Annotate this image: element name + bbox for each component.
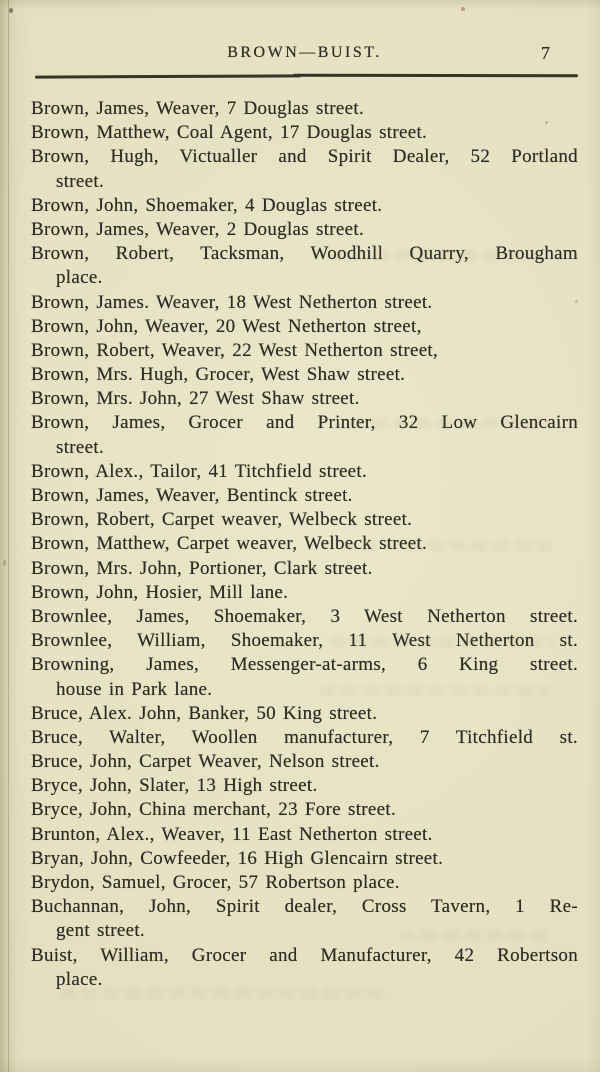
directory-line: Brown, Matthew, Coal Agent, 17 Douglas street. [31,122,428,144]
page-header-title: BROWN—BUIST. [227,44,382,61]
directory-line: Bruce, John, Carpet Weaver, Nelson street. [31,751,380,773]
directory-line: Brown, James, Weaver, 7 Douglas street. [31,98,365,119]
directory-line: Brown, James, Grocer and Printer, 32 Low Glencairn [31,412,578,434]
directory-line: house in Park lane. [56,678,213,700]
directory-line: Brown, John, Shoemaker, 4 Douglas street. [31,194,383,216]
directory-line: Buchannan, John, Spirit dealer, Cross Tavern, 1 Re- [31,896,578,918]
directory-line: Brown, Robert, Weaver, 22 West Netherton street, [31,339,439,361]
directory-line: Brown, Mrs. Hugh, Grocer, West Shaw street. [31,364,406,386]
directory-line: Bruce, Walter, Woollen manufacturer, 7 Titchfield st. [31,726,578,748]
directory-line: Brown, James. Weaver, 18 West Netherton street. [31,291,433,313]
directory-line: Brunton, Alex., Weaver, 11 East Netherton street. [31,823,433,845]
directory-line: Brown, Alex., Tailor, 41 Titchfield street. [31,460,368,482]
header-rule-segment [293,74,578,78]
directory-line: Brown, James, Weaver, Bentinck street. [31,485,353,506]
verso-show-through [330,636,555,647]
page-gutter-crease [8,0,9,1072]
directory-line: Brown, Mrs. John, 27 West Shaw street. [31,388,360,410]
paper-speck [9,8,13,13]
directory-line: Brown, John, Hosier, Mill lane. [31,581,289,603]
verso-show-through [60,988,390,999]
paper-speck [3,560,6,566]
directory-line: Bruce, Alex. John, Banker, 50 King street. [31,702,378,724]
verso-show-through [340,540,555,551]
paper-speck [461,7,465,11]
verso-show-through [400,930,550,941]
verso-show-through [350,418,550,429]
directory-line: Brown, Hugh, Victualler and Spirit Dealer, 52 Portland [31,146,578,168]
directory-line: Brown, Robert, Tacksman, Woodhill Quarry, Brougham [31,243,578,265]
directory-line: street. [56,170,104,192]
header-rule-segment [35,74,301,78]
directory-line: gent street. [56,920,145,942]
directory-line: Browning, James, Messenger-at-arms, 6 King street. [31,654,578,676]
directory-line: Brown, Mrs. John, Portioner, Clark street. [31,557,373,579]
directory-line: Bryce, John, Slater, 13 High street. [31,775,318,797]
directory-line: Brownlee, William, Shoemaker, 11 West Netherton st. [31,630,578,652]
directory-line: street. [56,436,104,458]
directory-line: Brownlee, James, Shoemaker, 3 West Netherton street. [31,605,578,627]
directory-line: Brown, James, Weaver, 2 Douglas street. [31,218,365,240]
verso-show-through [330,250,540,261]
directory-line: Bryan, John, Cowfeeder, 16 High Glencairn street. [31,847,444,869]
paper-speck [545,121,548,124]
verso-show-through [320,685,550,696]
directory-line: Brydon, Samuel, Grocer, 57 Robertson place. [31,872,400,893]
directory-line: Brown, Robert, Carpet weaver, Welbeck street. [31,509,413,531]
directory-line: Brown, Matthew, Carpet weaver, Welbeck street. [31,533,428,555]
directory-line: Buist, William, Grocer and Manufacturer, 42 Robertson [31,944,578,966]
page-number: 7 [541,43,550,63]
directory-line: Brown, John, Weaver, 20 West Netherton street, [31,315,422,337]
directory-line: place. [56,267,103,289]
page-header [31,44,578,66]
paper-speck [575,300,578,303]
directory-line: Bryce, John, China merchant, 23 Fore street. [31,799,397,821]
directory-line: place. [56,968,103,990]
header-rule [35,74,578,79]
